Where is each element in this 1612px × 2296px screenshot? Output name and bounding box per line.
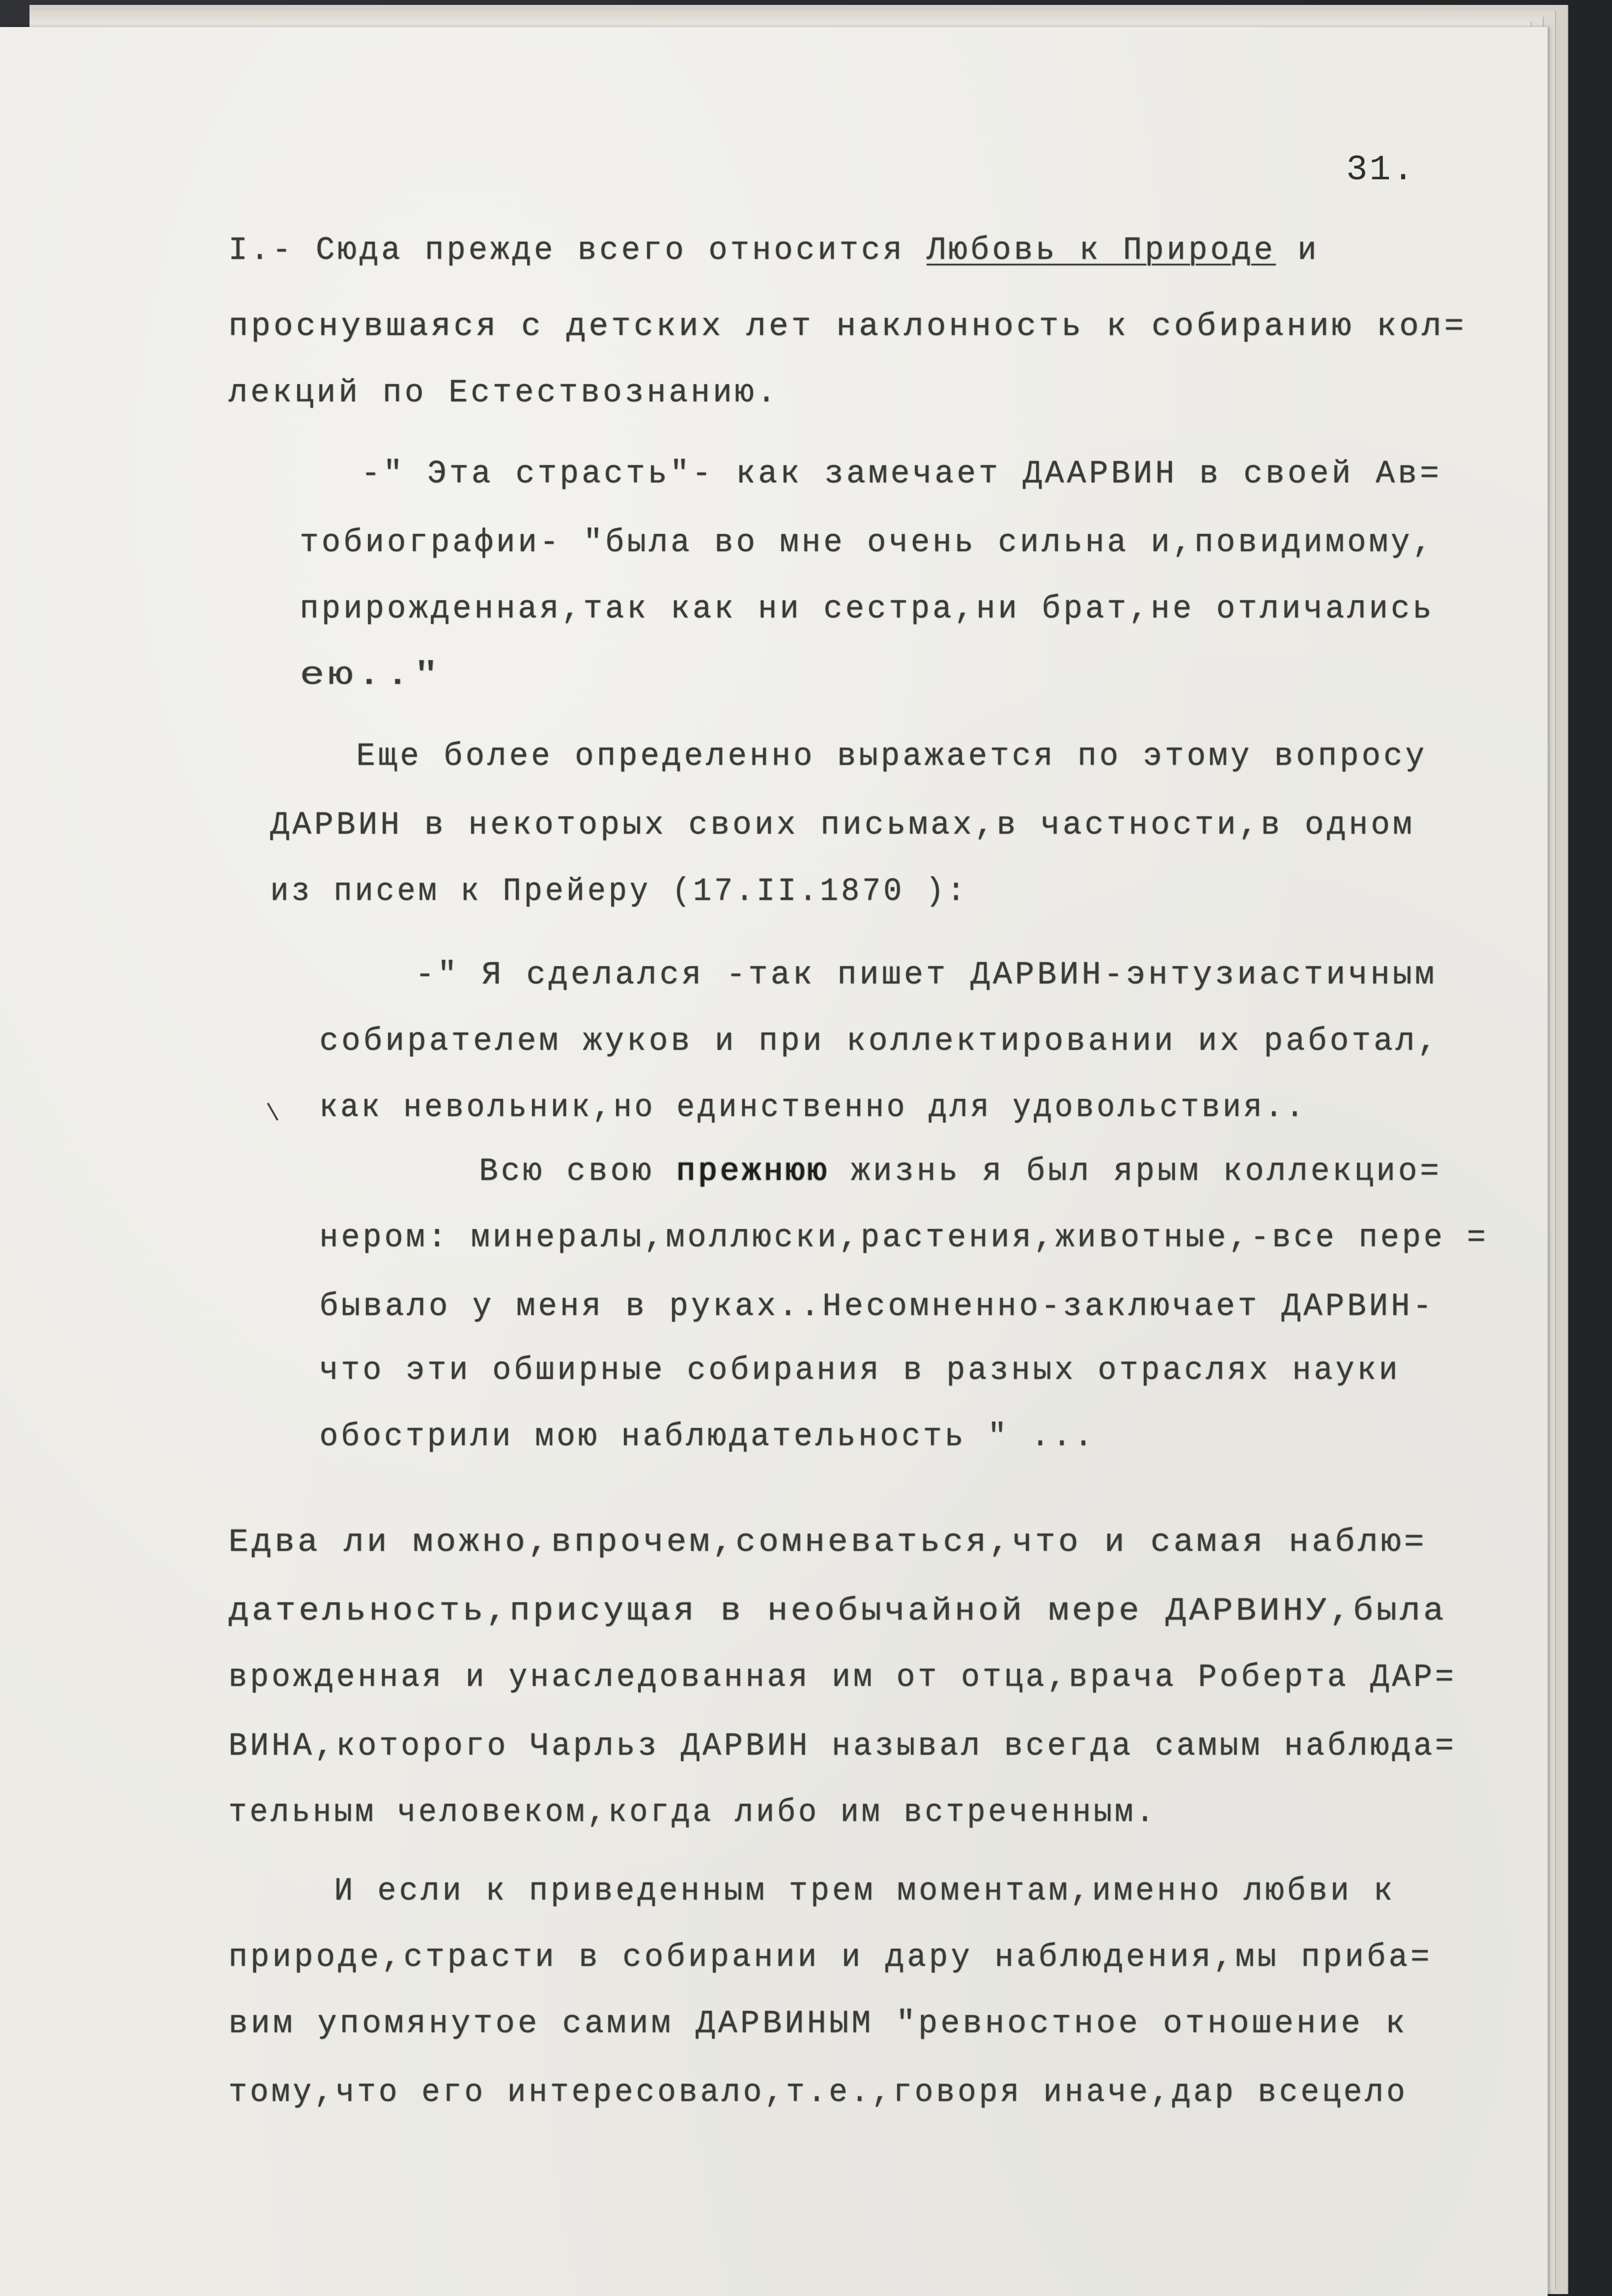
text-segment: -" Я сделался -так пишет ДАРВИН-энтузиастичным bbox=[415, 956, 1437, 993]
text-segment: тому,что его интересовало,т.е.,говоря иначе,дар всецело bbox=[228, 2074, 1408, 2111]
text-line bbox=[415, 955, 1437, 995]
text-line bbox=[300, 589, 1435, 629]
text-line bbox=[228, 1592, 1447, 1631]
text-segment: лекций по Естествознанию. bbox=[228, 374, 779, 411]
text-line bbox=[300, 523, 1435, 562]
text-line bbox=[334, 1872, 1395, 1911]
text-line bbox=[228, 1727, 1457, 1766]
text-line bbox=[356, 737, 1427, 776]
text-segment: ДАРВИН в некоторых своих письмах,в частности,в одном bbox=[270, 807, 1415, 843]
text-line bbox=[228, 1793, 1157, 1832]
text-line bbox=[228, 307, 1467, 346]
text-segment: врожденная и унаследованная им от отца,врача Роберта ДАР= bbox=[228, 1659, 1457, 1696]
text-line bbox=[270, 872, 968, 911]
text-segment: тельным человеком,когда либо им встреченным. bbox=[228, 1794, 1157, 1831]
text-line bbox=[300, 656, 442, 695]
text-segment: Всю свою bbox=[479, 1153, 676, 1190]
text-segment: дательность,присущая в необычайной мере ДАРВИНУ,была bbox=[228, 1593, 1447, 1629]
typewritten-page bbox=[0, 27, 1548, 2296]
text-segment: как невольник,но единственно для удовольствия.. bbox=[319, 1089, 1307, 1126]
text-segment: собирателем жуков и при коллектировании их работал, bbox=[319, 1023, 1440, 1060]
text-line bbox=[228, 1523, 1427, 1562]
text-segment: прирожденная,так как ни сестра,ни брат,не отличались bbox=[300, 590, 1435, 627]
text-segment: тобиографии- "была во мне очень сильна и,повидимому, bbox=[300, 524, 1435, 561]
text-line bbox=[228, 1938, 1432, 1977]
text-line bbox=[319, 1022, 1440, 1061]
text-line bbox=[228, 2073, 1408, 2112]
text-segment: Еще более определенно выражается по этому вопросу bbox=[356, 738, 1427, 775]
text-segment: проснувшаяся с детских лет наклонность к собиранию кол= bbox=[228, 308, 1467, 345]
text-segment: Едва ли можно,впрочем,сомневаться,что и самая наблю= bbox=[228, 1524, 1427, 1561]
text-segment: ВИНА,которого Чарльз ДАРВИН называл всегда самым наблюда= bbox=[228, 1728, 1457, 1764]
text-line bbox=[319, 1287, 1435, 1326]
text-line bbox=[228, 1658, 1457, 1697]
text-line bbox=[319, 1088, 1307, 1127]
text-line bbox=[479, 1152, 1442, 1191]
margin-tick-mark bbox=[267, 1103, 278, 1121]
text-segment: и bbox=[1275, 232, 1320, 269]
text-segment: -" Эта страсть"- как замечает ДААРВИН в своей Ав= bbox=[361, 455, 1442, 492]
text-segment: I.- Сюда прежде всего относится bbox=[228, 232, 927, 269]
text-line bbox=[270, 806, 1415, 845]
text-segment: нером: минералы,моллюски,растения,животные,-все пере = bbox=[319, 1219, 1489, 1256]
text-segment: что эти обширные собирания в разных отраслях науки bbox=[319, 1352, 1401, 1389]
text-line bbox=[361, 454, 1442, 494]
text-segment: ею.." bbox=[300, 657, 443, 694]
text-segment: И если к приведенным трем моментам,именно любви к bbox=[334, 1873, 1395, 1909]
underlined-phrase: Любовь к Природе bbox=[927, 232, 1276, 269]
text-line bbox=[228, 373, 779, 413]
text-segment: обострили мою наблюдательность " ... bbox=[319, 1418, 1096, 1455]
text-line bbox=[228, 231, 1319, 270]
text-segment: жизнь я был ярым коллекцио= bbox=[829, 1153, 1442, 1190]
text-segment: из писем к Прейеру (17.II.1870 ): bbox=[270, 873, 968, 910]
text-segment: вим упомянутое самим ДАРВИНЫМ "ревностное отношение к bbox=[228, 2005, 1408, 2042]
text-segment: бывало у меня в руках..Несомненно-заключает ДАРВИН- bbox=[319, 1288, 1435, 1325]
page-number: 31. bbox=[1346, 150, 1416, 190]
text-line bbox=[228, 2004, 1408, 2044]
text-line bbox=[319, 1351, 1400, 1390]
text-line bbox=[319, 1417, 1096, 1456]
text-segment: природе,страсти в собирании и дару наблюдения,мы приба= bbox=[228, 1939, 1433, 1976]
overtyped-word: прежнюю bbox=[676, 1153, 829, 1190]
text-line bbox=[319, 1218, 1489, 1258]
